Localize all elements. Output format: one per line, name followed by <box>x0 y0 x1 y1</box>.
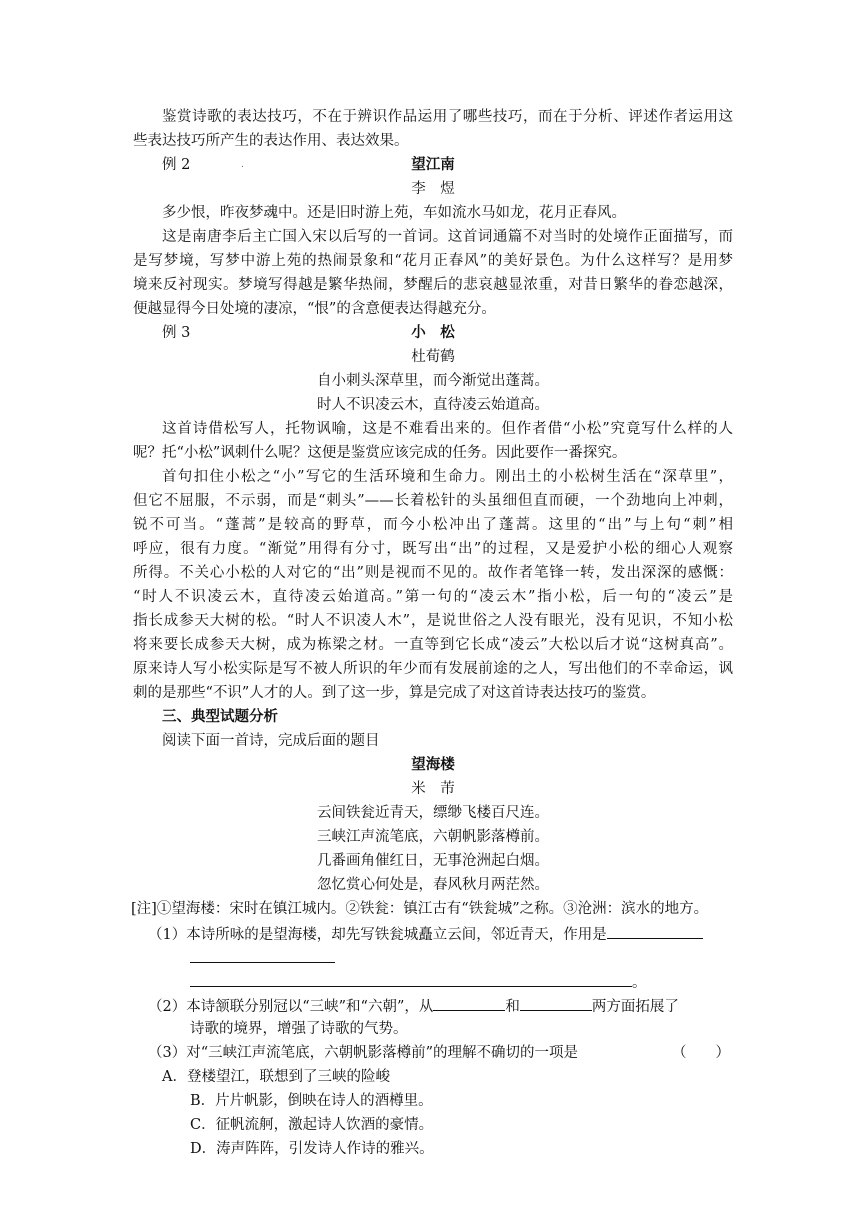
question-2-text-b: 和 <box>505 999 520 1015</box>
question-1 <box>148 923 703 945</box>
example-3-label: 例 3 <box>162 325 191 341</box>
poem-verse-2: 三峡江声流笔底，六朝帆影落樽前。 <box>317 829 549 845</box>
option-d: D．涛声阵阵，引发诗人作诗的雅兴。 <box>190 1141 434 1157</box>
example-3-para-2-line-8: 将来要长成参天大树，成为栋梁之材。一直等到它长成“凌云”大松以后才说“这树真高”。 <box>133 637 733 653</box>
stray-mark: . <box>241 160 244 170</box>
question-1-continued-2 <box>190 971 647 993</box>
example-2-author: 李 煜 <box>411 181 455 197</box>
example-3-verse-2: 时人不识凌云木，直待凌云始道高。 <box>317 397 549 413</box>
example-2-label: 例 2 <box>162 157 191 173</box>
option-c: C．征帆流舸，激起诗人饮酒的豪情。 <box>190 1117 434 1133</box>
question-1-end: 。 <box>632 975 647 991</box>
question-2-text-c: 两方面拓展了 <box>591 999 679 1015</box>
example-2-analysis-2: 是写梦境，写梦中游上苑的热闹景象和“花月正春风”的美好景色。为什么这样写？是用梦 <box>133 253 733 269</box>
example-3-para-2-line-9: 原来诗人写小松实际是写不被人所识的年少而有发展前途的之人，写出他们的不幸命运，讽 <box>133 661 733 677</box>
answer-blank-1c[interactable] <box>190 971 632 987</box>
example-3-para-2-line-10: 刺的是那些“不识”人才的人。到了这一步，算是完成了对这首诗表达技巧的鉴赏。 <box>133 685 656 701</box>
example-3-para-2-line-5: 所得。不关心小松的人对它的“出”则是视而不见的。故作者笔锋一转，发出深深的感慨： <box>133 565 733 581</box>
answer-blank-2b[interactable] <box>520 995 592 1011</box>
question-2-continued: 诗歌的境界，增强了诗歌的气势。 <box>190 1021 408 1037</box>
example-3-para-2-line-3: 锐不可当。“蓬蒿”是较高的野草，而今小松冲出了蓬蒿。这里的“出”与上句“刺”相 <box>133 517 733 533</box>
poem-note: [注]①望海楼：宋时在镇江城内。②铁瓮：镇江古有“铁瓮城”之称。③沧洲：滨水的地方。 <box>131 901 709 917</box>
poem-verse-3: 几番画角催红日，无事沧洲起白烟。 <box>317 853 549 869</box>
intro-line-2: 些表达技巧所产生的表达作用、表达效果。 <box>133 133 409 149</box>
example-2-analysis-3: 境来反衬现实。梦境写得越是繁华热闹，梦醒后的悲哀越显浓重，对昔日繁华的眷恋越深， <box>133 277 733 293</box>
example-2-verse: 多少恨，昨夜梦魂中。还是旧时游上苑，车如流水马如龙，花月正春风。 <box>162 205 626 221</box>
poem-verse-4: 忽忆赏心何处是，春风秋月两茫然。 <box>317 877 549 893</box>
example-3-verse-1: 自小刺头深草里，而今渐觉出蓬蒿。 <box>317 373 549 389</box>
example-3-para-2-line-1: 首句扣住小松之“小”写它的生活环境和生命力。刚出土的小松树生活在“深草里”， <box>162 469 733 485</box>
question-2 <box>148 995 679 1017</box>
question-1-continued <box>190 947 335 969</box>
example-3-para-1-line-2: 呢？托“小松”讽刺什么呢？这便是鉴赏应该完成的任务。因此要作一番探究。 <box>133 445 627 461</box>
example-3-para-2-line-2: 但它不屈服，不示弱，而是“刺头”——长着松针的头虽细但直而硬，一个劲地向上冲刺， <box>133 493 733 509</box>
example-3-author: 杜荀鹤 <box>411 349 455 365</box>
question-1-text: （1）本诗所咏的是望海楼，却先写铁瓮城矗立云间，邻近青天，作用是 <box>148 927 607 943</box>
poem-author: 米 芾 <box>411 781 455 797</box>
example-3-para-2-line-7: 指长成参天大树的松。“时人不识凌人木”，是说世俗之人没有眼光，没有见识，不知小松 <box>133 613 733 629</box>
question-2-text-a: （2）本诗颔联分别冠以“三峡”和“六朝”，从 <box>148 999 434 1015</box>
option-a: A．登楼望江，联想到了三峡的险峻 <box>162 1069 390 1085</box>
poem-verse-1: 云间铁瓮近青天，缥缈飞楼百尺连。 <box>317 805 549 821</box>
option-b: B．片片帆影，倒映在诗人的酒樽里。 <box>190 1093 433 1109</box>
answer-blank-2a[interactable] <box>433 995 505 1011</box>
section-3-instruction: 阅读下面一首诗，完成后面的题目 <box>162 733 380 749</box>
poem-title: 望海楼 <box>411 757 455 773</box>
section-3-heading: 三、典型试题分析 <box>162 709 278 725</box>
answer-blank-1b[interactable] <box>190 947 335 963</box>
answer-blank-1a[interactable] <box>607 923 703 939</box>
example-3-para-2-line-4: 呼应，很有力度。“渐觉”用得有分寸，既写出“出”的过程，又是爱护小松的细心人观察 <box>133 541 733 557</box>
example-2-analysis-4: 便越显得今日处境的凄凉，“恨”的含意便表达得越充分。 <box>133 301 496 317</box>
example-3-title: 小 松 <box>411 325 455 341</box>
example-3-para-2-line-6: “时人不识凌云木，直待凌云始道高。”第一句的“凌云木”指小松，后一句的“凌云”是 <box>133 589 733 605</box>
example-3-para-1-line-1: 这首诗借松写人，托物讽喻，这是不难看出来的。但作者借“小松”究竟写什么样的人 <box>162 421 733 437</box>
question-3-answer-paren[interactable]: （ ） <box>672 1045 730 1061</box>
example-2-title: 望江南 <box>411 157 455 173</box>
example-2-analysis-1: 这是南唐李后主亡国入宋以后写的一首词。这首词通篇不对当时的处境作正面描写，而 <box>162 229 733 245</box>
question-3: （3）对“三峡江声流笔底，六朝帆影落樽前”的理解不确切的一项是 <box>148 1045 579 1061</box>
intro-line-1: 鉴赏诗歌的表达技巧，不在于辨识作品运用了哪些技巧，而在于分析、评述作者运用这 <box>162 109 733 125</box>
